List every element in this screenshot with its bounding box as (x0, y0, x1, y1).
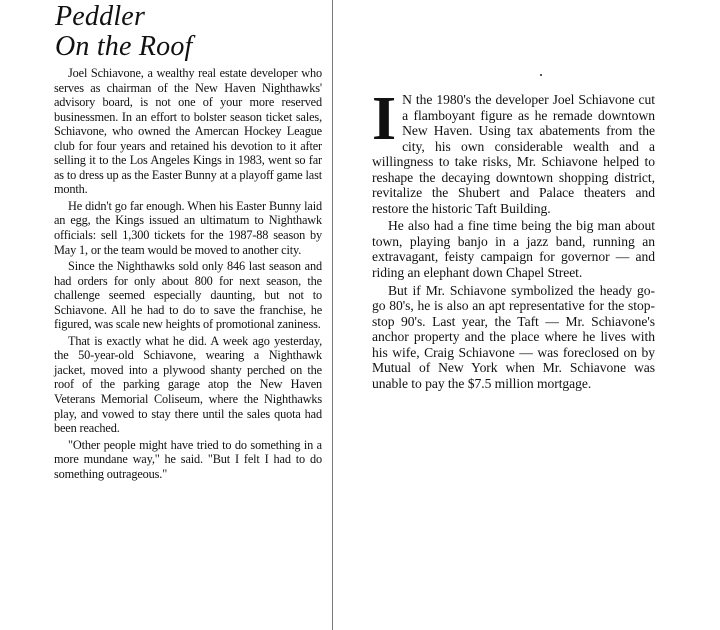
paragraph: Since the Nighthawks sold only 846 last season and had orders for only about 800 for next season, the challenge seemed especially daunting, but not to Schiavone. All he had to do to save the franchise, he figured, was scale new heights of promotional zaniness. (54, 259, 322, 332)
print-speck (540, 74, 542, 76)
paragraph: That is exactly what he did. A week ago yesterday, the 50-year-old Schiavone, wearing a Nighthawk jacket, moved into a plywood shanty perched on the roof of the parking garage atop the New Haven Veterans Memorial Coliseum, where the Nighthawks play, and vowed to stay there until the sales quota had been reached. (54, 333, 322, 436)
headline-line-2: On the Roof (55, 31, 193, 62)
drop-cap: I (372, 85, 397, 153)
paragraph: He didn't go far enough. When his Easter Bunny laid an egg, the Kings issued an ultimatum to Nighthawk officials: sell 1,300 tickets for the 1987-88 season by May 1, or the team would be moved to another city. (54, 198, 322, 257)
headline-line-1: Peddler (55, 1, 146, 32)
lead-text: N the 1980's the developer Joel Schiavone cut a flamboyant figure as he remade downtown New Haven. Using tax abatements from the city, his own considerable wealth and a willingness to take risks, Mr. Schiavone helped to reshape the decaying downtown shopping district, revitalize the Shubert and Palace theaters and restore the historic Taft Building. (372, 92, 655, 216)
left-column (52, 62, 332, 481)
left-article (52, 0, 333, 630)
paragraph: "Other people might have tried to do something in a more mundane way," he said. "But I felt I had to do something outrageous." (54, 437, 322, 481)
lead-paragraph (372, 85, 655, 216)
paragraph: Joel Schiavone, a wealthy real estate developer who serves as chairman of the New Haven Nighthawks' advisory board, is not one of your more reserved businessmen. In an effort to bolster season ticket sales, Schiavone, who owned the Amercan Hockey League club for four years and retained his devotion to it after selling it to the Los Angeles Kings in 1983, went so far as to dress up as the Easter Bunny at a playoff game last month. (54, 66, 322, 197)
headline (55, 2, 332, 62)
paragraph: But if Mr. Schiavone symbolized the heady go-go 80's, he is also an apt representative for the stop-stop 90's. Last year, the Taft — Mr. Schiavone's anchor property and the place where he lives with his wife, Craig Schiavone — was foreclosed on by Mutual of New York when Mr. Schiavone was unable to pay the $7.5 million mortgage. (372, 282, 655, 391)
right-article (372, 85, 655, 393)
paragraph: He also had a fine time being the big man about town, playing banjo in a jazz band, running an extravagant, feisty campaign for governor — and riding an elephant down Chapel Street. (372, 218, 655, 281)
